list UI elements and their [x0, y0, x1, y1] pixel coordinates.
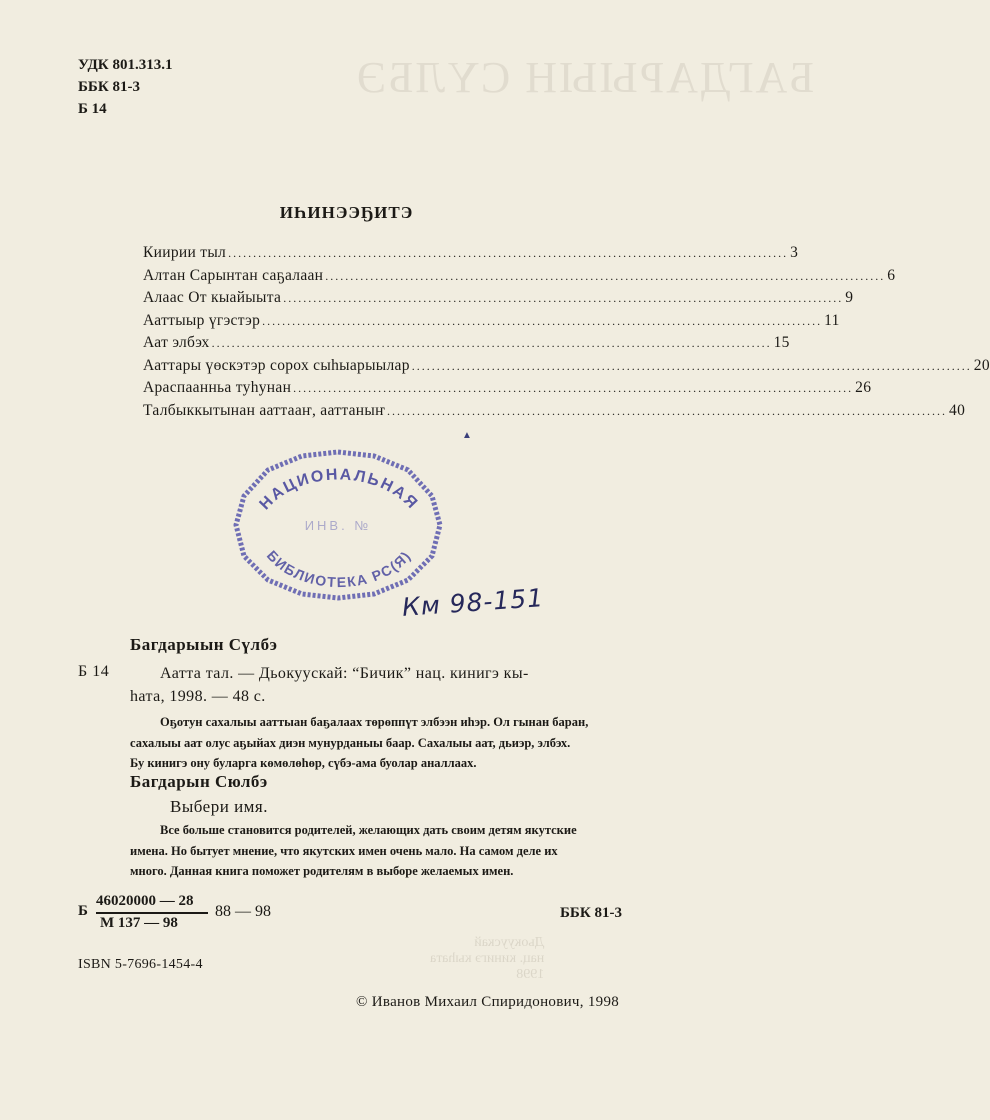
bib-line: Аатта тал. — Дьокуускай: “Бичик” нац. кинигэ кы- [160, 665, 529, 682]
toc-entry[interactable] [143, 289, 854, 312]
annotation-line: Все больше становится родителей, желающих дать своим детям якутские [160, 823, 577, 837]
library-stamp [218, 440, 458, 605]
classification-tail: 88 — 98 [215, 903, 271, 920]
toc-leader: ................................................................................................................ [411, 358, 972, 373]
toc-entry[interactable] [143, 356, 990, 380]
toc-leader: ................................................................................................................ [211, 336, 772, 350]
toc-entry[interactable] [143, 401, 966, 425]
handwritten-inventory-note: Км 98-151 [401, 583, 545, 622]
annotation-line: Бу кинигэ ону буларга көмөлөһөр, сүбэ-ама буолар аналлаах. [130, 756, 477, 770]
bibliographic-description [130, 662, 646, 708]
toc-heading: ИҺИНЭЭҔИТЭ [279, 203, 414, 222]
annotation-line: имена. Но бытует мнение, что якутских имен очень мало. На самом деле их [130, 843, 558, 858]
author-mark: Б 14 [78, 101, 107, 117]
toc-entry-page: 3 [790, 244, 799, 261]
toc-leader: ................................................................................................................ [283, 291, 844, 305]
classification-letter: Б [78, 903, 88, 919]
toc-leader: ................................................................................................................ [293, 381, 854, 395]
toc-leader: ................................................................................................................ [262, 313, 823, 328]
stamp-bottom-text: БИБЛИОТЕКА РС(Я) [263, 547, 415, 591]
bleed-through-title: БАГДАРЫЫН СҮЛБЭ [355, 53, 815, 102]
toc-leader: ................................................................................................................ [387, 403, 948, 418]
toc-leader: ................................................................................................................ [325, 268, 886, 283]
toc-entry-title: Ааттыыр үгэстэр [143, 311, 261, 329]
stamp-middle-text: ИНВ. № [304, 518, 372, 533]
toc-entry[interactable] [143, 379, 872, 402]
bbk-code: ББК 81-3 [78, 79, 140, 95]
toc-entry-title: Алтан Сарынтан саҕалаан [143, 266, 324, 284]
bib-line: һата, 1998. — 48 с. [130, 688, 266, 705]
annotation-line: сахалыы аат олус аҕыйах диэн мунурданыы баар. Сахалыы аат, дьиэр, элбэх. [130, 735, 571, 750]
book-title-russian: Выбери имя. [170, 797, 269, 816]
annotation-yakut [130, 712, 646, 774]
toc-entry-title: Араспаанньа туһунан [143, 379, 292, 396]
toc-entry[interactable] [143, 334, 790, 357]
bbk-code-bottom: ББК 81-3 [560, 905, 622, 921]
annotation-russian [130, 820, 646, 882]
annotation-line: Оҕотун сахалыы ааттыан баҕалаах төрөппүт элбээн иһэр. Ол гынан баран, [160, 715, 589, 729]
classification-numerator: 46020000 — 28 [96, 893, 194, 909]
toc-entry-page: 6 [887, 266, 896, 284]
stamp-top-text: НАЦИОНАЛЬНАЯ [256, 466, 422, 514]
toc-entry-page: 26 [855, 379, 872, 396]
toc-entry-page: 11 [824, 311, 840, 329]
toc-entry-title: Аат элбэх [143, 334, 210, 351]
toc-entry-page: 40 [949, 401, 966, 419]
toc-entry[interactable] [143, 266, 896, 290]
toc-entry-page: 15 [773, 334, 790, 351]
toc-entry[interactable] [143, 311, 840, 335]
udk-code: УДК 801.313.1 [78, 57, 173, 73]
toc-entry-title: Ааттары үөскэтэр сорох сыһыарыылар [143, 356, 410, 374]
author-russian: Багдарын Сюлбэ [130, 772, 268, 791]
toc-leader: ................................................................................................................ [228, 246, 789, 260]
classification-denominator: М 137 — 98 [100, 915, 178, 931]
toc-entry[interactable] [143, 244, 799, 267]
copyright: © Иванов Михаил Спиридонович, 1998 [356, 994, 620, 1010]
table-of-contents [143, 244, 990, 424]
bleed-through-footer: Дьокуускай нац. кинигэ кыһата 1998 [430, 935, 545, 982]
author-mark-record: Б 14 [78, 663, 110, 680]
catalog-block [78, 54, 172, 120]
toc-entry-page: 9 [845, 289, 854, 306]
annotation-line: много. Данная книга поможет родителям в выборе желаемых имен. [130, 864, 514, 878]
toc-entry-title: Киирии тыл [143, 244, 227, 261]
toc-entry-title: Алаас От кыайыыта [143, 289, 282, 306]
isbn: ISBN 5-7696-1454-4 [78, 957, 203, 972]
author-yakut: Багдарыын Сүлбэ [130, 635, 278, 654]
ink-mark: ▲ [462, 430, 472, 441]
toc-entry-title: Талбыккытынан ааттааҥ, ааттаныҥ [143, 401, 386, 419]
fraction-bar [96, 912, 208, 914]
toc-entry-page: 20 [973, 356, 990, 374]
